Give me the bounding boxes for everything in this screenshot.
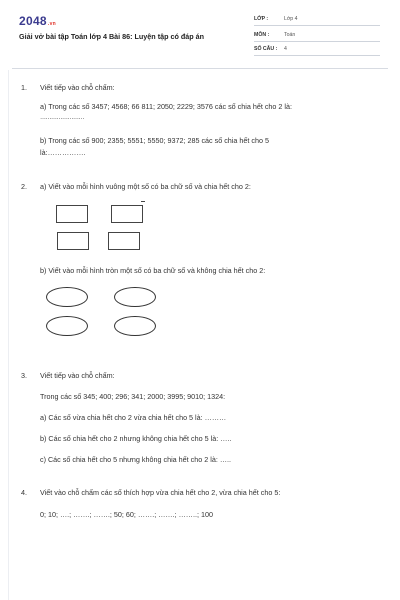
answer-square[interactable] (57, 232, 89, 250)
box-tick-mark (75, 249, 79, 250)
q2-number: 2. (21, 182, 27, 191)
q1-part-b: b) Trong các số 900; 2355; 5551; 5550; 9372; 285 các số chia hết cho 5 (40, 136, 269, 145)
q3-title: Viết tiếp vào chỗ chấm: (40, 371, 115, 380)
document-title: Giải vở bài tập Toán lớp 4 Bài 86: Luyện tập có đáp án (19, 32, 205, 41)
answer-circle[interactable] (46, 287, 88, 307)
header-divider (12, 68, 388, 69)
meta-value: Toán (284, 32, 296, 38)
meta-label: MÔN : (254, 32, 270, 38)
meta-value: 4 (284, 46, 287, 52)
q3-number: 3. (21, 371, 27, 380)
q3-part-c[interactable]: c) Các số chia hết cho 5 nhưng không chia hết cho 2 là: ….. (40, 455, 231, 464)
answer-square[interactable] (56, 205, 88, 223)
q1-part-a: a) Trong các số 3457; 4568; 66 811; 2050; 2229; 3576 các số chia hết cho 2 là: (40, 102, 293, 111)
left-border (8, 70, 9, 600)
meta-count-row (254, 44, 380, 56)
answer-circle[interactable] (46, 316, 88, 336)
meta-class-row (254, 14, 380, 26)
site-logo[interactable] (19, 14, 56, 28)
q3-numbers-line: Trong các số 345; 400; 296; 341; 2000; 3995; 9010; 1324: (40, 392, 226, 401)
box-tick-mark (141, 201, 145, 202)
q4-title: Viết vào chỗ chấm các số thích hợp vừa chia hết cho 2, vừa chia hết cho 5: (40, 488, 281, 497)
meta-label: SỐ CÂU : (254, 46, 278, 52)
q1-title: Viết tiếp vào chỗ chấm: (40, 83, 115, 92)
meta-subject-row (254, 30, 380, 42)
logo-sub: .vn (47, 21, 57, 27)
logo-main: 2048 (19, 14, 47, 28)
q1-number: 1. (21, 83, 27, 92)
q3-part-b[interactable]: b) Các số chia hết cho 2 nhưng không chia hết cho 5 là: ….. (40, 434, 232, 443)
answer-circle[interactable] (114, 287, 156, 307)
q2-part-b: b) Viết vào mỗi hình tròn một số có ba chữ số và không chia hết cho 2: (40, 266, 266, 275)
q1-part-b-answer-blank[interactable]: là:……………. (40, 148, 86, 157)
meta-label: LỚP : (254, 16, 269, 22)
q1-part-a-answer-blank[interactable]: …………………… (40, 115, 84, 121)
answer-square[interactable] (108, 232, 140, 250)
header (0, 0, 400, 72)
answer-square[interactable] (111, 205, 143, 223)
meta-value: Lớp 4 (284, 16, 298, 22)
answer-circle[interactable] (114, 316, 156, 336)
q3-part-a[interactable]: a) Các số vừa chia hết cho 2 vừa chia hết cho 5 là: ……… (40, 413, 227, 422)
q4-sequence[interactable]: 0; 10; ….; …….; …….; 50; 60; …….; …….; ……..; 100 (40, 510, 213, 519)
q4-number: 4. (21, 488, 27, 497)
q2-part-a: a) Viết vào mỗi hình vuông một số có ba chữ số và chia hết cho 2: (40, 182, 251, 191)
